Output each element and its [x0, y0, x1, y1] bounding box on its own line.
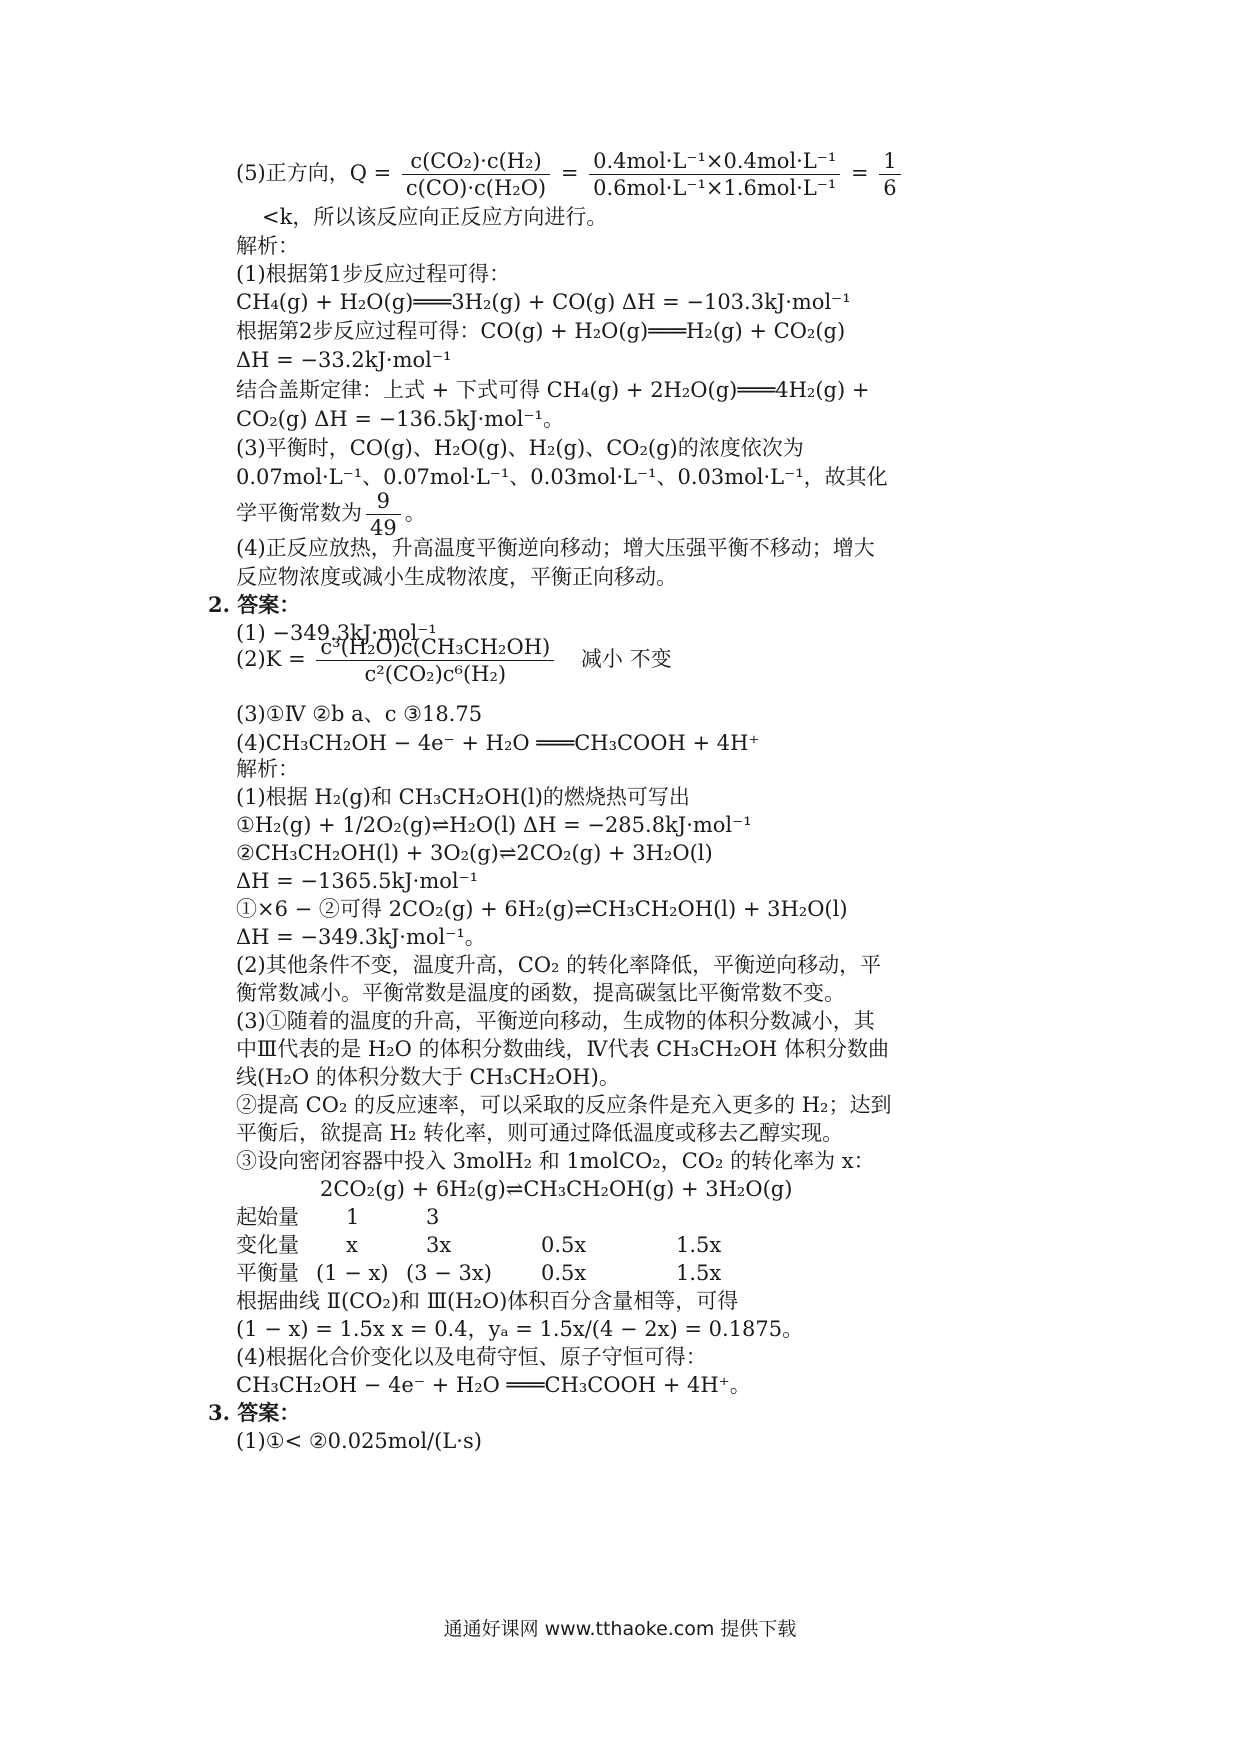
table-cell: 3x — [426, 1233, 452, 1257]
table-cell: 0.5x — [541, 1261, 587, 1285]
text-line: 根据第2步反应过程可得：CO(g) + H₂O(g)═══H₂(g) + CO₂(g) — [236, 319, 846, 343]
answer-3-label: 3. 答案： — [208, 1400, 301, 1425]
fraction-denominator: 49 — [370, 516, 397, 540]
q5-fraction-values — [589, 148, 840, 201]
ice-table-row — [236, 1258, 886, 1288]
text-line: (4)根据化合价变化以及电荷守恒、原子守恒可得： — [236, 1345, 707, 1369]
fraction-numerator: 1 — [879, 148, 900, 175]
equation-line: ΔH = −33.2kJ·mol⁻¹ — [236, 348, 452, 372]
fraction-denominator: c²(CO₂)c⁶(H₂) — [364, 662, 507, 686]
equation-line: 2CO₂(g) + 6H₂(g)⇌CH₃CH₂OH(g) + 3H₂O(g) — [320, 1177, 793, 1201]
answer-line: (1)①< ②0.025mol/(L·s) — [236, 1429, 482, 1453]
fraction-numerator: c(CO₂)·c(H₂) — [402, 148, 550, 175]
table-cell: 0.5x — [541, 1233, 587, 1257]
q5-fraction-result — [879, 148, 900, 201]
footer-credit: 通通好课网 www.tthaoke.com 提供下载 — [443, 1618, 797, 1640]
text-line: ②提高 CO₂ 的反应速率，可以采取的反应条件是充入更多的 H₂；达到 — [236, 1093, 892, 1117]
equation-line: ②CH₃CH₂OH(l) + 3O₂(g)⇌2CO₂(g) + 3H₂O(l) — [236, 841, 713, 865]
text-line: (1)根据 H₂(g)和 CH₃CH₂OH(l)的燃烧热可写出 — [236, 785, 690, 809]
text-line: 中Ⅲ代表的是 H₂O 的体积分数曲线，Ⅳ代表 CH₃CH₂OH 体积分数曲 — [236, 1037, 890, 1061]
text-line: 线(H₂O 的体积分数大于 CH₃CH₂OH)。 — [236, 1065, 620, 1089]
equals-sign: = — [560, 161, 579, 185]
equation-line: ΔH = −349.3kJ·mol⁻¹。 — [236, 925, 486, 949]
fraction-numerator: c³(H₂O)c(CH₃CH₂OH) — [316, 634, 554, 661]
table-cell: 1.5x — [676, 1233, 722, 1257]
text-line: 结合盖斯定律：上式 + 下式可得 CH₄(g) + 2H₂O(g)═══4H₂(g) + — [236, 378, 870, 402]
text-line: (4)正反应放热，升高温度平衡逆向移动；增大压强平衡不移动；增大 — [236, 536, 875, 560]
analysis-heading: 解析： — [236, 234, 299, 258]
equation-line: CH₃CH₂OH − 4e⁻ + H₂O ═══CH₃COOH + 4H⁺。 — [236, 1373, 751, 1397]
table-cell: 变化量 — [236, 1233, 299, 1257]
answer-line: (4)CH₃CH₂OH − 4e⁻ + H₂O ═══CH₃COOH + 4H⁺ — [236, 731, 760, 755]
answer-2-label: 2. 答案： — [208, 592, 301, 617]
equation-line: ΔH = −1365.5kJ·mol⁻¹ — [236, 869, 479, 893]
fraction-numerator: 0.4mol·L⁻¹×0.4mol·L⁻¹ — [589, 148, 840, 175]
ice-table-row — [236, 1230, 886, 1260]
table-cell: 1 — [346, 1205, 360, 1229]
equation-line: CH₄(g) + H₂O(g)═══3H₂(g) + CO(g) ΔH = −103.3kJ·mol⁻¹ — [236, 290, 851, 314]
text-line: (3)①随着的温度的升高，平衡逆向移动，生成物的体积分数减小，其 — [236, 1009, 875, 1033]
text-line: (3)平衡时，CO(g)、H₂O(g)、H₂(g)、CO₂(g)的浓度依次为 — [236, 436, 804, 460]
text-line: (2)其他条件不变，温度升高，CO₂ 的转化率降低，平衡逆向移动，平 — [236, 953, 882, 977]
text-line: (1)根据第1步反应过程可得： — [236, 262, 511, 286]
text-line: 0.07mol·L⁻¹、0.07mol·L⁻¹、0.03mol·L⁻¹、0.03mol·L⁻¹，故其化 — [236, 465, 888, 489]
table-cell: 平衡量 — [236, 1261, 299, 1285]
ice-table-row — [236, 1202, 886, 1232]
text-span: 学平衡常数为 — [236, 501, 362, 525]
q5-fraction-symbolic — [402, 148, 550, 201]
text-line: 衡常数减小。平衡常数是温度的函数，提高碳氢比平衡常数不变。 — [236, 981, 845, 1005]
table-cell: x — [346, 1233, 358, 1257]
q5-equation — [236, 148, 897, 201]
text-line: ③设向密闭容器中投入 3molH₂ 和 1molCO₂，CO₂ 的转化率为 x： — [236, 1149, 875, 1173]
table-cell: 1.5x — [676, 1261, 722, 1285]
equation-line: ①H₂(g) + 1/2O₂(g)⇌H₂O(l) ΔH = −285.8kJ·mol⁻¹ — [236, 813, 752, 837]
equation-line: (1 − x) = 1.5x x = 0.4，yₐ = 1.5x/(4 − 2x) = 0.1875。 — [236, 1317, 804, 1341]
text-span: (2)K = — [236, 647, 306, 671]
answer-line: (3)①Ⅳ ②b a、c ③18.75 — [236, 702, 483, 726]
k-expression-line — [236, 634, 886, 687]
text-line: 反应物浓度或减小生成物浓度，平衡正向移动。 — [236, 565, 677, 589]
table-cell: (1 − x) — [316, 1261, 389, 1285]
table-cell: 起始量 — [236, 1205, 299, 1229]
fraction-denominator: c(CO)·c(H₂O) — [405, 176, 547, 200]
fraction-numerator: 9 — [366, 488, 401, 515]
equals-sign: = — [850, 161, 869, 185]
text-line: 根据曲线 Ⅱ(CO₂)和 Ⅲ(H₂O)体积百分含量相等，可得 — [236, 1289, 739, 1313]
q5-prefix: (5)正方向，Q = — [236, 161, 392, 185]
table-cell: (3 − 3x) — [406, 1261, 492, 1285]
k-expression-fraction — [316, 634, 554, 687]
equation-line: CO₂(g) ΔH = −136.5kJ·mol⁻¹。 — [236, 407, 564, 431]
fraction-denominator: 0.6mol·L⁻¹×1.6mol·L⁻¹ — [593, 176, 837, 200]
text-line: 平衡后，欲提高 H₂ 转化率，则可通过降低温度或移去乙醇实现。 — [236, 1121, 844, 1145]
fraction-denominator: 6 — [883, 176, 897, 200]
text-span: 。 — [404, 501, 426, 525]
answer-line: (1) −349.3kJ·mol⁻¹ — [236, 621, 437, 645]
equation-line: ①×6 − ②可得 2CO₂(g) + 6H₂(g)⇌CH₃CH₂OH(l) + 3H₂O(l) — [236, 897, 848, 921]
text-span: 减小 不变 — [580, 647, 672, 671]
table-cell: 3 — [426, 1205, 440, 1229]
analysis-heading: 解析： — [236, 757, 299, 781]
text-line: <k，所以该反应向正反应方向进行。 — [262, 205, 608, 229]
